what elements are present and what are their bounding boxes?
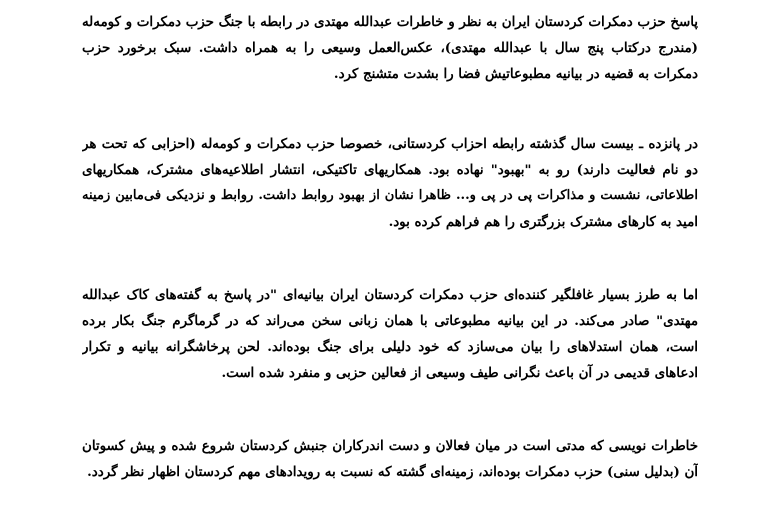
text-line: آن (بدلیل سنی) حزب دمکرات بوده‌اند، زمینه‌ای گشته که نسبت به رویدادهای مهم کردستان اظهار نظر گردد.	[87, 464, 698, 480]
text-line: امید به کارهای مشترک بزرگتری را هم فراهم کرده بود.	[388, 214, 698, 230]
text-line: پاسخ حزب دمکرات کردستان ایران به نظر و خاطرات عبدالله مهتدی در رابطه با جنگ حزب دمکرات و کومه‌له	[82, 14, 698, 30]
text-line: است، همان استدلاهای را بیان می‌سازد که خود دلیلی برای جنگ بوده‌اند. لحن پرخاشگرانه بیانیه و تکرار	[82, 339, 698, 355]
paragraph-2	[82, 131, 698, 235]
text-line: (مندرج درکتاب پنج سال با عبدالله مهتدی)، عکس‌العمل وسیعی را به همراه داشت. سبک برخورد حزب	[82, 40, 698, 56]
paragraph-3	[82, 282, 698, 386]
text-line: خاطرات نویسی که مدتی است در میان فعالان و دست اندرکاران جنبش کردستان شروع شده و پیش کسوتان	[82, 438, 698, 454]
text-line: دو نام فعالیت دارند) رو به "بهبود" نهاده بود. همکاریهای تاکتیکی، انتشار اطلاعیه‌های مشترک، همکاریهای	[82, 162, 698, 178]
text-line: اما به طرز بسیار غافلگیر کننده‌ای حزب دمکرات کردستان ایران بیانیه‌ای "در پاسخ به گفته‌های کاک عبدالله	[82, 287, 698, 303]
paragraph-1	[82, 9, 698, 87]
text-line: اطلاعاتی، نشست و مذاکرات پی در پی و... ظاهرا نشان از بهبود روابط داشت. روابط و نزدیکی فی‌مابین زمینه	[82, 188, 698, 203]
paragraph-4	[82, 433, 698, 485]
text-line: دمکرات به قضیه در بیانیه مطبوعاتیش فضا را بشدت متشنج کرد.	[333, 66, 698, 82]
text-line: در پانزده ـ بیست سال گذشته رابطه احزاب کردستانی، خصوصا حزب دمکرات و کومه‌له (احزابی که تحت هر	[82, 136, 698, 152]
document-page	[82, 0, 698, 516]
text-line: مهتدی" صادر می‌کند. در این بیانیه مطبوعاتی با همان زبانی سخن می‌راند که در گرماگرم جنگ بکار برده	[82, 313, 698, 329]
text-line: ادعاهای قدیمی در آن باعث نگرانی طیف وسیعی از فعالین حزبی و منفرد شده است.	[221, 365, 698, 381]
